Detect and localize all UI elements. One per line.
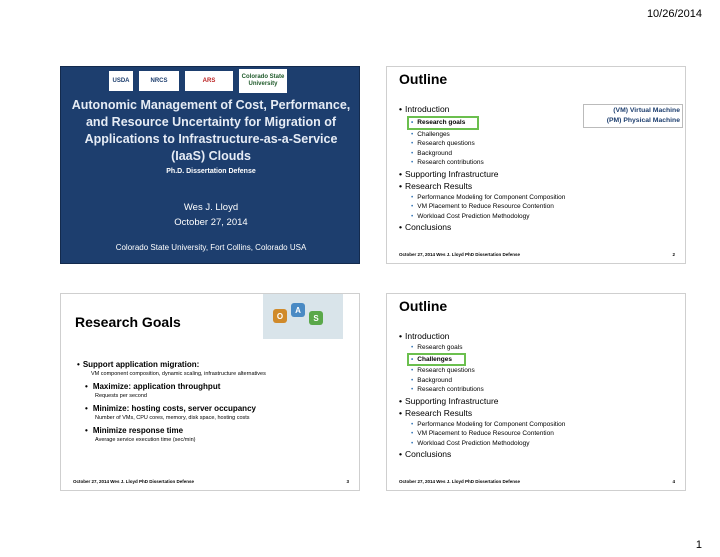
slide-4-outline	[386, 293, 686, 491]
goal-detail: Requests per second	[95, 393, 147, 399]
pm-note: (PM) Physical Machine	[606, 117, 680, 124]
csu-logo: Colorado State University	[239, 69, 287, 93]
slide-number: 2	[672, 252, 675, 257]
outline-list	[399, 330, 679, 461]
list-item: • Challenges	[411, 130, 679, 140]
slide-footer: October 27, 2014 Wes J. Lloyd PhD Dissertation Defense	[399, 252, 520, 257]
list-item: • Supporting Infrastructure	[399, 396, 679, 407]
presentation-subtitle: Ph.D. Dissertation Defense	[166, 168, 256, 175]
tile-a: A	[291, 303, 305, 317]
list-item: • Introduction	[399, 104, 679, 115]
list-item: • Research contributions	[411, 158, 679, 168]
goal-heading: • Minimize response time	[85, 426, 347, 436]
goal-detail: Average service execution time (sec/min)	[95, 437, 196, 443]
page-date: 10/26/2014	[646, 8, 702, 20]
list-item: • Supporting Infrastructure	[399, 169, 679, 180]
list-item	[411, 116, 679, 130]
slide-3-research-goals	[60, 293, 360, 491]
presentation-title: Autonomic Management of Cost, Performance, and Resource Uncertainty for Migration of Applications to Infrastructure-as-a-Service (IaaS) Clouds	[71, 98, 351, 163]
nrcs-logo: NRCS	[139, 71, 179, 91]
list-item: • Introduction	[399, 331, 679, 342]
presentation-date: October 27, 2014	[174, 217, 248, 228]
list-item: • Performance Modeling for Component Composition	[411, 193, 679, 203]
slide-1-title	[60, 66, 360, 264]
list-item: • Workload Cost Prediction Methodology	[411, 212, 679, 222]
list-item: • Research Results	[399, 408, 679, 419]
slide-number: 4	[672, 479, 675, 484]
list-item: • Research questions	[411, 139, 679, 149]
slide-number: 3	[346, 479, 349, 484]
list-item	[411, 353, 679, 367]
presenter-name: Wes J. Lloyd	[183, 202, 239, 213]
slide-footer: October 27, 2014 Wes J. Lloyd PhD Dissertation Defense	[399, 479, 520, 484]
list-item: • VM Placement to Reduce Resource Contention	[411, 202, 679, 212]
list-item: • Background	[411, 149, 679, 159]
page-number: 1	[695, 539, 702, 551]
oas-blocks-image	[263, 293, 343, 339]
list-item: • Workload Cost Prediction Methodology	[411, 439, 679, 449]
slide-2-outline	[386, 66, 686, 264]
list-item: • Conclusions	[399, 222, 679, 233]
usda-logo: USDA	[109, 71, 133, 91]
list-item: • Conclusions	[399, 449, 679, 460]
goal-detail: Number of VMs, CPU cores, memory, disk space, hosting costs	[95, 415, 250, 421]
slide-title: Outline	[399, 71, 448, 87]
list-item: • Research goals	[411, 343, 679, 353]
goal-detail: VM component composition, dynamic scaling, infrastructure alternatives	[91, 371, 266, 377]
ars-logo: ARS	[185, 71, 233, 91]
list-item: • VM Placement to Reduce Resource Contention	[411, 429, 679, 439]
list-item: • Research contributions	[411, 385, 679, 395]
tile-s: S	[309, 311, 323, 325]
goal-heading: • Maximize: application throughput	[85, 382, 347, 392]
slide-footer: October 27, 2014 Wes J. Lloyd PhD Dissertation Defense	[73, 479, 194, 484]
slide-title: Outline	[399, 298, 448, 314]
goal-heading: • Support application migration:	[77, 360, 347, 370]
list-item: • Background	[411, 376, 679, 386]
goals-list	[77, 354, 347, 444]
list-item: • Research Results	[399, 181, 679, 192]
tile-o: O	[273, 309, 287, 323]
vm-note: (VM) Virtual Machine	[613, 107, 680, 114]
slide-title: Research Goals	[75, 314, 181, 330]
list-item: • Performance Modeling for Component Composition	[411, 420, 679, 430]
highlighted-item: • Research goals	[407, 116, 479, 130]
sponsor-logos	[109, 71, 309, 93]
goal-heading: • Minimize: hosting costs, server occupancy	[85, 404, 347, 414]
outline-list	[399, 103, 679, 234]
list-item: • Research questions	[411, 366, 679, 376]
institution: Colorado State University, Fort Collins, Colorado USA	[115, 243, 307, 252]
highlighted-item: • Challenges	[407, 353, 466, 367]
